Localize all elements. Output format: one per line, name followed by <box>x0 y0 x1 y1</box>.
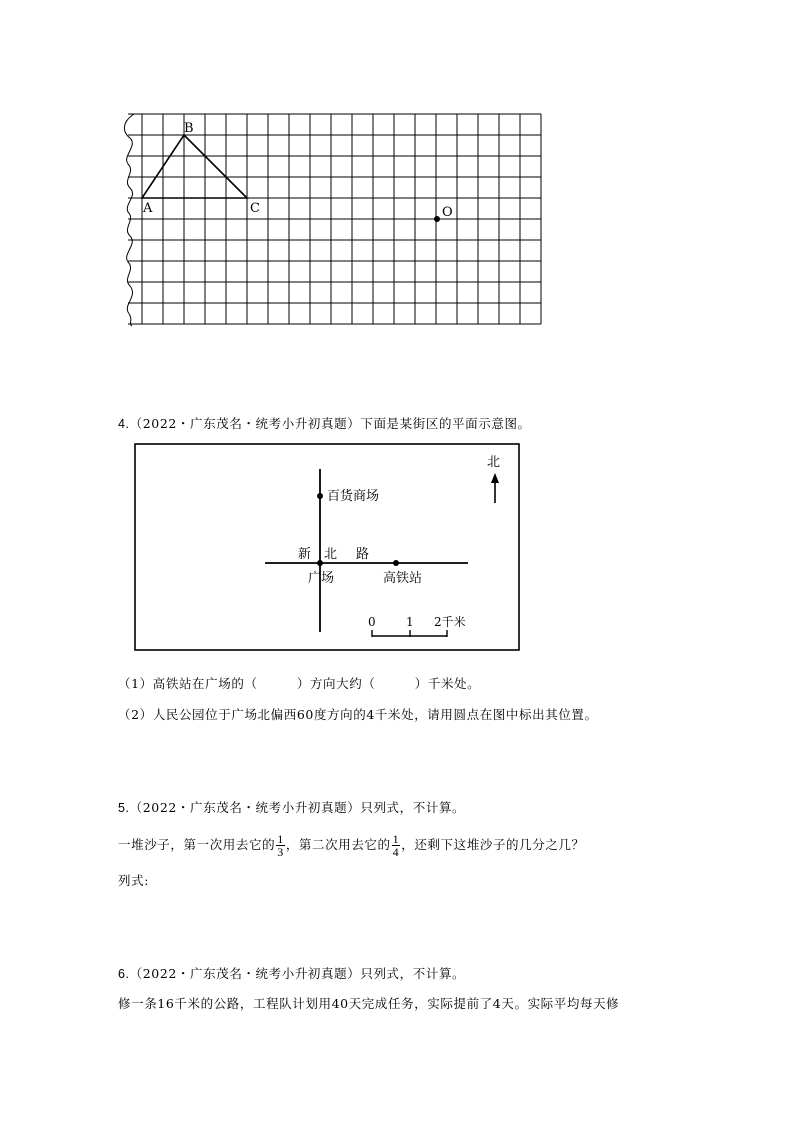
q5-fraction-1-num: 1 <box>277 832 284 846</box>
grid-lines <box>128 114 541 324</box>
q5-stem: 只列式，不计算。 <box>360 800 466 815</box>
station-label: 高铁站 <box>383 571 423 586</box>
q5-fraction-1-den: 3 <box>277 845 284 859</box>
q4-header <box>118 416 531 432</box>
north-label: 北 <box>487 455 501 470</box>
q4-source: （2022・广东茂名・统考小升初真题） <box>129 416 361 431</box>
square-dot <box>317 560 323 566</box>
q4-stem: 下面是某街区的平面示意图。 <box>360 416 531 431</box>
label-b: B <box>184 121 194 136</box>
q5-text-c: ，还剩下这堆沙子的几分之几？ <box>401 837 585 852</box>
north-arrow-head <box>491 473 499 483</box>
square-label: 广场 <box>308 571 335 586</box>
road-char-1: 新 <box>298 547 312 562</box>
q4-number: 4. <box>118 417 130 431</box>
road-char-3: 路 <box>356 547 370 562</box>
label-o: O <box>442 205 453 220</box>
point-o <box>434 216 440 222</box>
scale-label-1: 1 <box>406 615 414 629</box>
street-map <box>134 443 520 653</box>
q5-header <box>118 800 465 816</box>
q6-stem: 只列式，不计算。 <box>360 966 466 981</box>
q5-text-a: 一堆沙子，第一次用去它的 <box>118 837 276 852</box>
station-dot <box>393 560 399 566</box>
q6-header <box>118 966 465 982</box>
scale-label-2: 2千米 <box>434 615 466 629</box>
q5-fraction-2-den: 4 <box>392 845 400 859</box>
q5-answer-label: 列式: <box>118 873 150 888</box>
q4-part2: （2）人民公园位于广场北偏西60度方向的4千米处，请用圆点在图中标出其位置。 <box>118 707 598 722</box>
q5-source: （2022・广东茂名・统考小升初真题） <box>129 800 361 815</box>
torn-edge <box>124 114 134 326</box>
label-a: A <box>143 201 153 216</box>
q6-source: （2022・广东茂名・统考小升初真题） <box>129 966 361 981</box>
triangle-abc <box>142 135 247 198</box>
department-store-label: 百货商场 <box>327 489 380 504</box>
q5-fraction-2 <box>392 833 401 858</box>
label-c: C <box>250 201 260 216</box>
q6-number: 6. <box>118 967 130 981</box>
q5-fraction-2-num: 1 <box>392 832 400 846</box>
q5-text-b: ，第二次用去它的 <box>285 837 391 852</box>
grid-figure <box>118 108 558 333</box>
road-char-2: 北 <box>324 547 338 562</box>
scale-label-0: 0 <box>368 615 376 629</box>
q5-body <box>118 828 585 862</box>
q4-part1: （1）高铁站在广场的（ ）方向大约（ ）千米处。 <box>118 676 481 691</box>
q6-text: 修一条16千米的公路，工程队计划用40天完成任务，实际提前了4天。实际平均每天修 <box>118 996 620 1011</box>
department-store-dot <box>317 493 323 499</box>
q5-number: 5. <box>118 801 130 815</box>
q5-fraction-1 <box>276 833 285 858</box>
